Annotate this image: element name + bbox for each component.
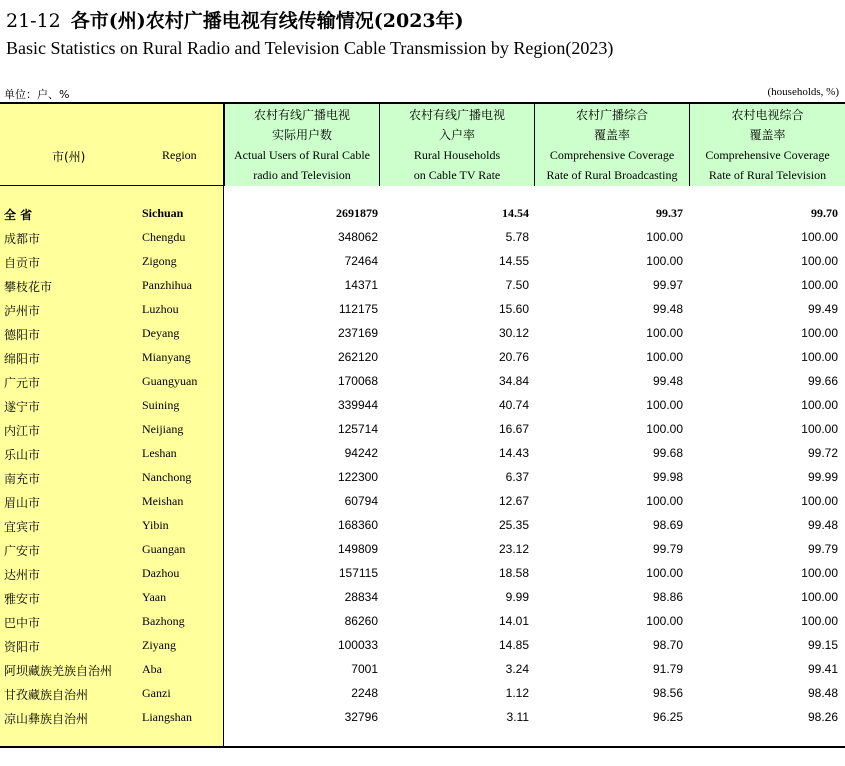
table-row xyxy=(0,682,845,706)
table-header xyxy=(0,104,845,186)
header-col1-line3: Actual Users of Rural Cable xyxy=(234,148,370,162)
actual-users-value: 94242 xyxy=(344,446,378,460)
broadcast-coverage-value: 100.00 xyxy=(646,254,683,268)
actual-users-value: 157115 xyxy=(338,566,378,580)
broadcast-coverage-value: 99.68 xyxy=(652,446,683,460)
household-rate-value: 14.55 xyxy=(498,254,529,268)
table-row xyxy=(0,442,845,466)
region-name-en: Neijiang xyxy=(142,422,184,436)
actual-users-value: 262120 xyxy=(337,350,378,364)
broadcast-coverage-value: 91.79 xyxy=(652,662,683,676)
actual-users-value: 32796 xyxy=(344,710,378,724)
region-name-en: Aba xyxy=(142,662,162,676)
broadcast-coverage-value: 99.48 xyxy=(652,374,683,388)
region-name-en: Yaan xyxy=(142,590,167,604)
household-rate-value: 12.67 xyxy=(498,494,529,508)
table-row xyxy=(0,610,845,634)
tv-coverage-value: 100.00 xyxy=(801,278,838,292)
region-name-en: Sichuan xyxy=(142,206,184,220)
actual-users-value: 14371 xyxy=(344,278,378,292)
actual-users-value: 122300 xyxy=(337,470,378,484)
region-name-cn: 泸州市 xyxy=(4,304,41,318)
region-name-en: Deyang xyxy=(142,326,180,340)
broadcast-coverage-value: 100.00 xyxy=(646,350,683,364)
region-name-cn: 甘孜藏族自治州 xyxy=(4,688,89,702)
household-rate-value: 5.78 xyxy=(505,230,529,244)
table-row xyxy=(0,658,845,682)
statistics-table xyxy=(0,102,845,748)
broadcast-coverage-value: 100.00 xyxy=(646,494,683,508)
region-name-cn: 巴中市 xyxy=(4,616,41,630)
actual-users-value: 60794 xyxy=(344,494,378,508)
table-row xyxy=(0,466,845,490)
household-rate-value: 34.84 xyxy=(498,374,529,388)
tv-coverage-value: 100.00 xyxy=(801,326,838,340)
region-name-cn: 眉山市 xyxy=(4,496,41,510)
table-number: 21-12 xyxy=(6,10,61,32)
table-row xyxy=(0,634,845,658)
region-name-cn: 成都市 xyxy=(4,232,41,246)
header-household-rate xyxy=(379,104,534,186)
broadcast-coverage-value: 98.69 xyxy=(652,518,683,532)
region-name-en: Liangshan xyxy=(142,710,192,724)
region-name-cn: 自贡市 xyxy=(4,256,41,270)
tv-coverage-value: 100.00 xyxy=(801,494,838,508)
header-broadcast-coverage xyxy=(534,104,689,186)
broadcast-coverage-value: 100.00 xyxy=(646,326,683,340)
actual-users-value: 2248 xyxy=(351,686,378,700)
household-rate-value: 18.58 xyxy=(498,566,529,580)
header-col1-line1: 农村有线广播电视 xyxy=(253,108,350,122)
region-name-cn: 阿坝藏族羌族自治州 xyxy=(4,664,113,678)
broadcast-coverage-value: 99.37 xyxy=(656,206,683,220)
broadcast-coverage-value: 98.86 xyxy=(652,590,683,604)
header-col1-line2: 实际用户数 xyxy=(271,128,332,142)
header-col3-line1: 农村广播综合 xyxy=(575,108,648,122)
header-tv-coverage xyxy=(689,104,845,186)
tv-coverage-value: 99.41 xyxy=(807,662,838,676)
tv-coverage-value: 99.99 xyxy=(807,470,838,484)
broadcast-coverage-value: 99.79 xyxy=(652,542,683,556)
actual-users-value: 7001 xyxy=(351,662,378,676)
region-name-en: Dazhou xyxy=(142,566,180,580)
broadcast-coverage-value: 98.56 xyxy=(652,686,683,700)
header-region-cn: 市(州) xyxy=(52,150,86,164)
table-title-en: Basic Statistics on Rural Radio and Television Cable Transmission by Region(2023) xyxy=(6,38,614,58)
actual-users-value: 28834 xyxy=(344,590,378,604)
actual-users-value: 112175 xyxy=(338,302,378,316)
table-row-total xyxy=(0,202,845,226)
header-col4-line1: 农村电视综合 xyxy=(731,108,804,122)
region-name-cn: 攀枝花市 xyxy=(4,280,53,294)
header-col3-line3: Comprehensive Coverage xyxy=(549,148,675,162)
region-name-en: Ziyang xyxy=(142,638,176,652)
tv-coverage-value: 100.00 xyxy=(801,398,838,412)
region-name-cn: 广安市 xyxy=(4,544,41,558)
region-name-en: Guangyuan xyxy=(142,374,198,388)
broadcast-coverage-value: 100.00 xyxy=(646,398,683,412)
household-rate-value: 14.43 xyxy=(498,446,529,460)
region-name-en: Mianyang xyxy=(142,350,191,364)
broadcast-coverage-value: 96.25 xyxy=(652,710,683,724)
tv-coverage-value: 99.15 xyxy=(807,638,838,652)
tv-coverage-value: 99.79 xyxy=(807,542,838,556)
unit-label-cn: 单位：户、% xyxy=(4,88,70,101)
header-col1-line4: radio and Television xyxy=(253,168,351,182)
unit-label-en: (households, %) xyxy=(767,86,839,98)
actual-users-value: 86260 xyxy=(344,614,378,628)
table-row xyxy=(0,322,845,346)
tv-coverage-value: 98.48 xyxy=(807,686,838,700)
household-rate-value: 40.74 xyxy=(498,398,529,412)
broadcast-coverage-value: 100.00 xyxy=(646,230,683,244)
household-rate-value: 7.50 xyxy=(505,278,529,292)
header-col2-line2: 入户率 xyxy=(438,128,475,142)
broadcast-coverage-value: 100.00 xyxy=(646,614,683,628)
region-name-cn: 达州市 xyxy=(4,568,41,582)
region-name-cn: 绵阳市 xyxy=(4,352,41,366)
header-col2-line3: Rural Households xyxy=(413,148,501,162)
region-name-cn: 全 省 xyxy=(4,208,33,222)
actual-users-value: 72464 xyxy=(344,254,378,268)
table-row xyxy=(0,250,845,274)
tv-coverage-value: 99.70 xyxy=(811,206,838,220)
header-col3-line4: Rate of Rural Broadcasting xyxy=(546,168,678,182)
actual-users-value: 2691879 xyxy=(336,206,378,220)
region-name-cn: 内江市 xyxy=(4,424,41,438)
tv-coverage-value: 98.26 xyxy=(807,710,838,724)
household-rate-value: 6.37 xyxy=(505,470,529,484)
tv-coverage-value: 99.72 xyxy=(807,446,838,460)
table-row xyxy=(0,490,845,514)
household-rate-value: 30.12 xyxy=(498,326,529,340)
actual-users-value: 100033 xyxy=(337,638,378,652)
region-name-cn: 南充市 xyxy=(4,472,41,486)
region-name-cn: 广元市 xyxy=(4,376,41,390)
actual-users-value: 237169 xyxy=(337,326,378,340)
broadcast-coverage-value: 100.00 xyxy=(646,422,683,436)
header-col4-line2: 覆盖率 xyxy=(749,128,786,142)
tv-coverage-value: 100.00 xyxy=(801,350,838,364)
broadcast-coverage-value: 100.00 xyxy=(646,566,683,580)
region-name-en: Guangan xyxy=(142,542,186,556)
table-body xyxy=(0,202,845,730)
header-col4-line3: Comprehensive Coverage xyxy=(705,148,830,162)
household-rate-value: 14.01 xyxy=(498,614,529,628)
header-col4-line4: Rate of Rural Television xyxy=(708,168,827,182)
broadcast-coverage-value: 99.98 xyxy=(652,470,683,484)
header-col2-line4: on Cable TV Rate xyxy=(413,168,501,182)
region-name-en: Nanchong xyxy=(142,470,192,484)
household-rate-value: 14.54 xyxy=(502,206,529,220)
header-col3-line2: 覆盖率 xyxy=(593,128,630,142)
header-actual-users xyxy=(224,104,379,186)
table-row xyxy=(0,226,845,250)
tv-coverage-value: 99.48 xyxy=(807,518,838,532)
table-row xyxy=(0,418,845,442)
table-bottom-rule xyxy=(0,746,845,748)
header-col2-line1: 农村有线广播电视 xyxy=(408,108,505,122)
tv-coverage-value: 99.66 xyxy=(807,374,838,388)
header-region-en: Region xyxy=(162,148,197,162)
household-rate-value: 16.67 xyxy=(498,422,529,436)
region-name-en: Panzhihua xyxy=(142,278,192,292)
table-title-cn xyxy=(6,6,464,33)
broadcast-coverage-value: 99.48 xyxy=(652,302,683,316)
region-name-cn: 宜宾市 xyxy=(4,520,41,534)
table-row xyxy=(0,394,845,418)
region-name-cn: 雅安市 xyxy=(4,592,41,606)
household-rate-value: 25.35 xyxy=(498,518,529,532)
table-row xyxy=(0,514,845,538)
household-rate-value: 14.85 xyxy=(498,638,529,652)
table-row xyxy=(0,586,845,610)
region-name-en: Meishan xyxy=(142,494,184,508)
table-row xyxy=(0,346,845,370)
actual-users-value: 149809 xyxy=(337,542,378,556)
actual-users-value: 339944 xyxy=(337,398,378,412)
region-name-cn: 乐山市 xyxy=(4,448,41,462)
table-title-cn-text: 各市(州)农村广播电视有线传输情况(2023年) xyxy=(70,10,464,32)
broadcast-coverage-value: 99.97 xyxy=(652,278,683,292)
table-row xyxy=(0,538,845,562)
region-name-cn: 资阳市 xyxy=(4,640,41,654)
region-name-en: Luzhou xyxy=(142,302,179,316)
actual-users-value: 348062 xyxy=(337,230,378,244)
household-rate-value: 20.76 xyxy=(498,350,529,364)
region-name-en: Suining xyxy=(142,398,180,412)
tv-coverage-value: 100.00 xyxy=(801,422,838,436)
region-name-en: Bazhong xyxy=(142,614,185,628)
tv-coverage-value: 100.00 xyxy=(801,590,838,604)
tv-coverage-value: 100.00 xyxy=(801,254,838,268)
table-row xyxy=(0,706,845,730)
region-name-en: Leshan xyxy=(142,446,177,460)
table-row xyxy=(0,274,845,298)
tv-coverage-value: 100.00 xyxy=(801,614,838,628)
tv-coverage-value: 99.49 xyxy=(807,302,838,316)
region-name-en: Yibin xyxy=(142,518,169,532)
household-rate-value: 15.60 xyxy=(498,302,529,316)
region-name-en: Zigong xyxy=(142,254,177,268)
household-rate-value: 3.11 xyxy=(506,710,529,724)
household-rate-value: 23.12 xyxy=(498,542,529,556)
actual-users-value: 168360 xyxy=(337,518,378,532)
household-rate-value: 9.99 xyxy=(505,590,529,604)
tv-coverage-value: 100.00 xyxy=(801,566,838,580)
household-rate-value: 3.24 xyxy=(505,662,529,676)
table-row xyxy=(0,370,845,394)
region-name-cn: 凉山彝族自治州 xyxy=(4,712,89,726)
region-name-en: Ganzi xyxy=(142,686,171,700)
broadcast-coverage-value: 98.70 xyxy=(652,638,683,652)
region-name-cn: 遂宁市 xyxy=(4,400,41,414)
region-name-en: Chengdu xyxy=(142,230,186,244)
table-row xyxy=(0,298,845,322)
actual-users-value: 170068 xyxy=(337,374,378,388)
table-row xyxy=(0,562,845,586)
actual-users-value: 125714 xyxy=(337,422,378,436)
household-rate-value: 1.12 xyxy=(505,686,529,700)
region-name-cn: 德阳市 xyxy=(4,328,41,342)
tv-coverage-value: 100.00 xyxy=(801,230,838,244)
